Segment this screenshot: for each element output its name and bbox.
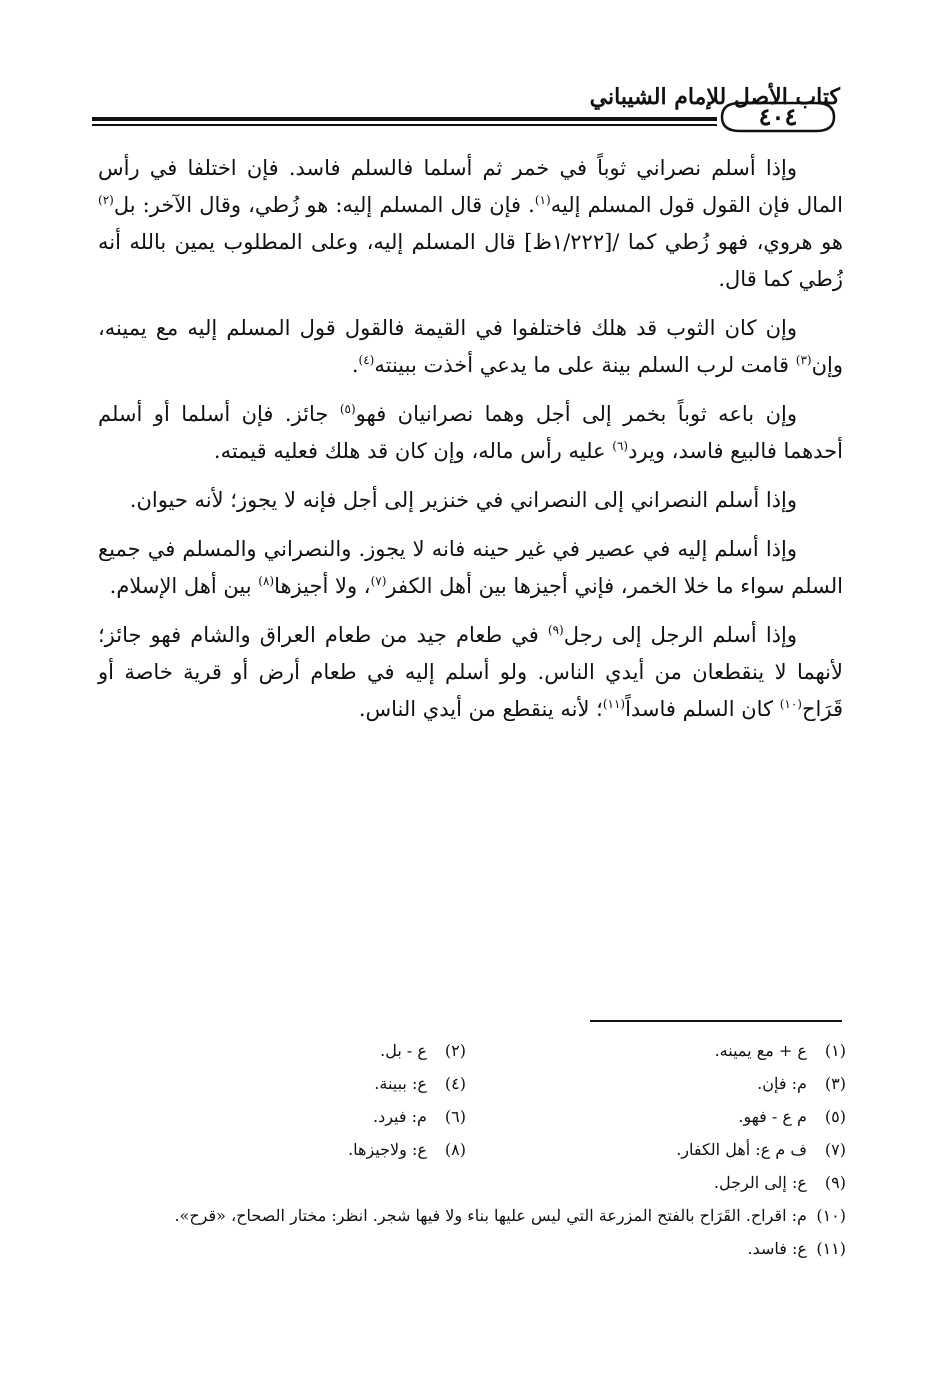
footnote: [466, 1100, 846, 1133]
footnote-separator: [590, 1020, 842, 1022]
header-rule-thin: [92, 124, 717, 126]
paragraph: [98, 482, 843, 519]
footnote-reference[interactable]: (١١): [602, 697, 626, 711]
footnote: [98, 1166, 846, 1199]
page-number-frame: [718, 100, 838, 134]
footnote-reference[interactable]: (١): [534, 193, 551, 207]
footnote-text: ع: ببينة.: [374, 1074, 427, 1093]
footnote-text: ع + مع يمينه.: [714, 1041, 807, 1060]
footnote-text: ع: إلى الرجل.: [713, 1173, 807, 1192]
footnote-row: [98, 1133, 846, 1166]
footnote-number: (١٠): [816, 1206, 846, 1225]
footnote-number: (٢): [444, 1041, 466, 1060]
paragraph-text: عليه رأس ماله، وإن كان قد هلك فعليه قيمته.: [213, 439, 613, 463]
footnote: [466, 1067, 846, 1100]
paragraph-text: .: [351, 353, 359, 377]
footnote-reference[interactable]: (٥): [339, 402, 356, 416]
footnote-row: [98, 1100, 846, 1133]
footnote-reference[interactable]: (٨): [258, 574, 275, 588]
running-title: كتاب الأصل للإمام الشيباني: [589, 84, 840, 110]
footnote-text: ف م ع: أهل الكفار.: [676, 1140, 807, 1159]
paragraph-text: ؛ لأنه ينقطع من أيدي الناس.: [358, 697, 603, 721]
paragraph-text: وإذا أسلم الرجل إلى رجل: [563, 623, 797, 647]
paragraph-text: وإن كان الثوب قد هلك فاختلفوا في القيمة فالقول قول المسلم إليه مع يمينه، وإن: [98, 316, 843, 377]
paragraph-text: ، ولا أجيزها: [274, 574, 371, 598]
paragraph-text: كان السلم فاسداً: [625, 697, 780, 721]
footnote-text: ع: ولاجيزها.: [348, 1140, 427, 1159]
footnote: [106, 1100, 466, 1133]
footnote-number: (١): [824, 1041, 846, 1060]
footnote-reference[interactable]: (٦): [612, 439, 629, 453]
footnote-row: [98, 1034, 846, 1067]
footnote: [106, 1133, 466, 1166]
paragraph: [98, 310, 843, 384]
footnote: [98, 1232, 846, 1265]
footnote-reference[interactable]: (٧): [370, 574, 387, 588]
footnote-text: ع - بل.: [380, 1041, 427, 1060]
footnote-reference[interactable]: (١٠): [779, 697, 802, 711]
header-rule-thick: [92, 117, 717, 121]
footnote-row: [98, 1067, 846, 1100]
footnote-text: م: فيرد.: [373, 1107, 427, 1126]
page-number: ٤٠٤: [758, 102, 798, 131]
footnote: [106, 1034, 466, 1067]
footnote-reference[interactable]: (٩): [547, 623, 564, 637]
footnote-text: م: فإن.: [757, 1074, 807, 1093]
footnote-number: (٥): [824, 1107, 846, 1126]
paragraph-text: هو هروي، فهو زُطي كما /[١/٢٢٢ظ] قال المسلم إليه، وعلى المطلوب يمين بالله أنه زُطي كما قال.: [98, 230, 844, 291]
footnote-number: (٧): [824, 1140, 846, 1159]
paragraph-text: جائز. فإن أسلما أو أسلم أحدهما فالبيع فاسد، ويرد: [98, 402, 843, 463]
paragraph: [98, 396, 843, 470]
footnotes: [98, 1034, 846, 1265]
footnote: [466, 1034, 846, 1067]
paragraph-text: وإن باعه ثوباً بخمر إلى أجل وهما نصرانيان فهو: [355, 402, 797, 426]
footnote-text: م ع - فهو.: [738, 1107, 807, 1126]
footnote: [106, 1067, 466, 1100]
footnote-number: (٩): [824, 1173, 846, 1192]
footnote: [466, 1133, 846, 1166]
paragraph: [98, 617, 843, 728]
paragraph-text: وإذا أسلم إليه في عصير في غير حينه فانه لا يجوز. والنصراني والمسلم في جميع السلم سواء ما خلا الخمر، فإني أجيزها بين أهل الكفر: [98, 537, 843, 598]
paragraph-text: وإذا أسلم النصراني إلى النصراني في خنزير إلى أجل فإنه لا يجوز؛ لأنه حيوان.: [129, 488, 797, 512]
paragraph-text: قامت لرب السلم بينة على ما يدعي أخذت ببينته: [374, 353, 796, 377]
footnote-reference[interactable]: (٢): [98, 193, 114, 207]
footnote-number: (٨): [444, 1140, 466, 1159]
paragraph-text: بين أهل الإسلام.: [109, 574, 259, 598]
paragraph: [98, 150, 843, 298]
paragraph-text: في طعام جيد من طعام العراق والشام فهو جائز؛ لأنهما لا ينقطعان من أيدي الناس. ولو أسلم إليه في طعام أرض أو قرية خاصة أو قَرَاح: [98, 623, 843, 721]
footnote-number: (٤): [444, 1074, 466, 1093]
body-text: [98, 150, 843, 740]
footnote-reference[interactable]: (٣): [795, 353, 812, 367]
footnote-text: ع: فاسد.: [747, 1239, 807, 1258]
footnote-reference[interactable]: (٤): [358, 353, 375, 367]
footnote-number: (٦): [444, 1107, 466, 1126]
paragraph-text: . فإن قال المسلم إليه: هو زُطي، وقال الآخر: بل: [113, 193, 535, 217]
footnote: [98, 1199, 846, 1232]
paragraph: [98, 531, 843, 605]
footnote-number: (١١): [816, 1239, 846, 1258]
footnote-number: (٣): [824, 1074, 846, 1093]
paragraph-text: وإذا أسلم نصراني ثوباً في خمر ثم أسلما فالسلم فاسد. فإن اختلفا في رأس المال فإن القول قول المسلم إليه: [98, 156, 843, 217]
footnote-text: م: اقراح. القَرَاح بالفتح المزرعة التي ليس عليها بناء ولا فيها شجر. انظر: مختار الصحاح، «قرح».: [174, 1206, 807, 1225]
